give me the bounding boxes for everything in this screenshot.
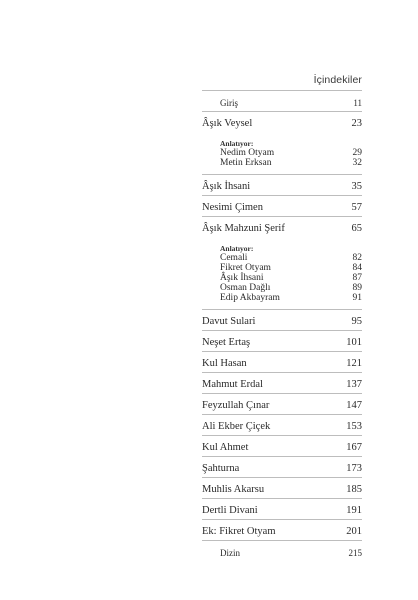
toc-entry-title: Ali Ekber Çiçek xyxy=(202,421,271,432)
toc-entry-page: 11 xyxy=(353,98,362,108)
toc-entry-title: Dertli Divani xyxy=(202,505,258,516)
toc-entry-title: Davut Sulari xyxy=(202,316,256,327)
toc-entry-title: Âşık İhsani xyxy=(202,181,251,192)
toc-entry xyxy=(202,216,362,309)
toc-entry-page: 215 xyxy=(348,548,362,558)
page-title: İçindekiler xyxy=(313,74,362,86)
toc-entry xyxy=(202,393,362,414)
toc-subentry-page: 87 xyxy=(352,273,362,283)
toc-subentry xyxy=(220,253,362,263)
toc-subentry-page: 89 xyxy=(352,283,362,293)
toc-entry xyxy=(202,498,362,519)
toc-entry-title: Neşet Ertaş xyxy=(202,337,251,348)
toc-entry-row xyxy=(202,541,362,559)
toc-entry xyxy=(202,456,362,477)
toc-subentry xyxy=(220,293,362,303)
toc-entry-row xyxy=(202,520,362,540)
toc-subentry-page: 82 xyxy=(352,253,362,263)
toc-subentry-page: 91 xyxy=(352,293,362,303)
toc-entry-row xyxy=(202,196,362,216)
toc-subentry xyxy=(220,283,362,293)
toc-subentry xyxy=(220,263,362,273)
toc-entry-page: 101 xyxy=(346,337,362,348)
toc-entry-page: 137 xyxy=(346,379,362,390)
toc-entry-row xyxy=(202,310,362,330)
toc-entry-row xyxy=(202,112,362,132)
toc-entry xyxy=(202,435,362,456)
toc-entry-page: 23 xyxy=(351,118,362,129)
toc-entry-title: Kul Hasan xyxy=(202,358,247,369)
toc-entry-row xyxy=(202,175,362,195)
toc-entry xyxy=(202,174,362,195)
toc-entry-page: 65 xyxy=(351,223,362,234)
toc-entry-page: 191 xyxy=(346,505,362,516)
toc-subentry-title: Âşık İhsani xyxy=(220,273,264,283)
toc-subentry-page: 32 xyxy=(352,158,362,168)
toc-entry-title: Dizin xyxy=(220,548,240,558)
toc-entry-title: Kul Ahmet xyxy=(202,442,249,453)
toc-entry-row xyxy=(202,331,362,351)
toc-entry-page: 57 xyxy=(351,202,362,213)
table-of-contents xyxy=(202,90,362,561)
toc-subentries xyxy=(202,244,362,303)
toc-entry-row xyxy=(202,415,362,435)
toc-entry xyxy=(202,309,362,330)
toc-subentries-label: Anlatıyor: xyxy=(220,244,254,253)
toc-entry-row xyxy=(202,373,362,393)
toc-entry xyxy=(202,330,362,351)
toc-entry-row xyxy=(202,91,362,109)
toc-entry-title: Ek: Fikret Otyam xyxy=(202,526,276,537)
toc-entry-title: Nesimi Çimen xyxy=(202,202,263,213)
toc-entry-page: 167 xyxy=(346,442,362,453)
toc-subentry xyxy=(220,273,362,283)
toc-entry xyxy=(202,111,362,174)
toc-entry-row xyxy=(202,499,362,519)
toc-entry-row xyxy=(202,217,362,237)
toc-entry-title: Feyzullah Çınar xyxy=(202,400,270,411)
toc-entry xyxy=(202,372,362,393)
toc-entry-page: 35 xyxy=(351,181,362,192)
toc-subentry-page: 29 xyxy=(352,148,362,158)
toc-entry xyxy=(202,90,362,111)
toc-entry-row xyxy=(202,394,362,414)
toc-entry-row xyxy=(202,457,362,477)
toc-entry xyxy=(202,540,362,561)
toc-subentries-label: Anlatıyor: xyxy=(220,139,254,148)
toc-entry xyxy=(202,414,362,435)
toc-entry xyxy=(202,477,362,498)
toc-entry-page: 95 xyxy=(351,316,362,327)
toc-entry-row xyxy=(202,436,362,456)
toc-entry xyxy=(202,351,362,372)
toc-entry-title: Şahturna xyxy=(202,463,240,474)
toc-subentries xyxy=(202,139,362,168)
toc-subentry-title: Edip Akbayram xyxy=(220,293,280,303)
toc-entry xyxy=(202,195,362,216)
toc-subentry-title: Fikret Otyam xyxy=(220,263,271,273)
toc-entry-page: 185 xyxy=(346,484,362,495)
toc-entry-page: 147 xyxy=(346,400,362,411)
toc-subentry xyxy=(220,148,362,158)
toc-entry-title: Giriş xyxy=(220,98,238,108)
toc-subentry-title: Metin Erksan xyxy=(220,158,272,168)
toc-entry-row xyxy=(202,478,362,498)
toc-entry-title: Âşık Veysel xyxy=(202,118,253,129)
toc-entry-page: 153 xyxy=(346,421,362,432)
toc-entry-page: 201 xyxy=(346,526,362,537)
toc-subentry-title: Nedim Otyam xyxy=(220,148,275,158)
toc-entry-page: 121 xyxy=(346,358,362,369)
toc-entry-title: Âşık Mahzuni Şerif xyxy=(202,223,285,234)
toc-subentry-title: Cemali xyxy=(220,253,248,263)
toc-entry-row xyxy=(202,352,362,372)
toc-entry-title: Mahmut Erdal xyxy=(202,379,263,390)
toc-entry xyxy=(202,519,362,540)
toc-entry-page: 173 xyxy=(346,463,362,474)
toc-subentry xyxy=(220,158,362,168)
toc-subentry-page: 84 xyxy=(352,263,362,273)
toc-subentry-title: Osman Dağlı xyxy=(220,283,271,293)
toc-entry-title: Muhlis Akarsu xyxy=(202,484,265,495)
